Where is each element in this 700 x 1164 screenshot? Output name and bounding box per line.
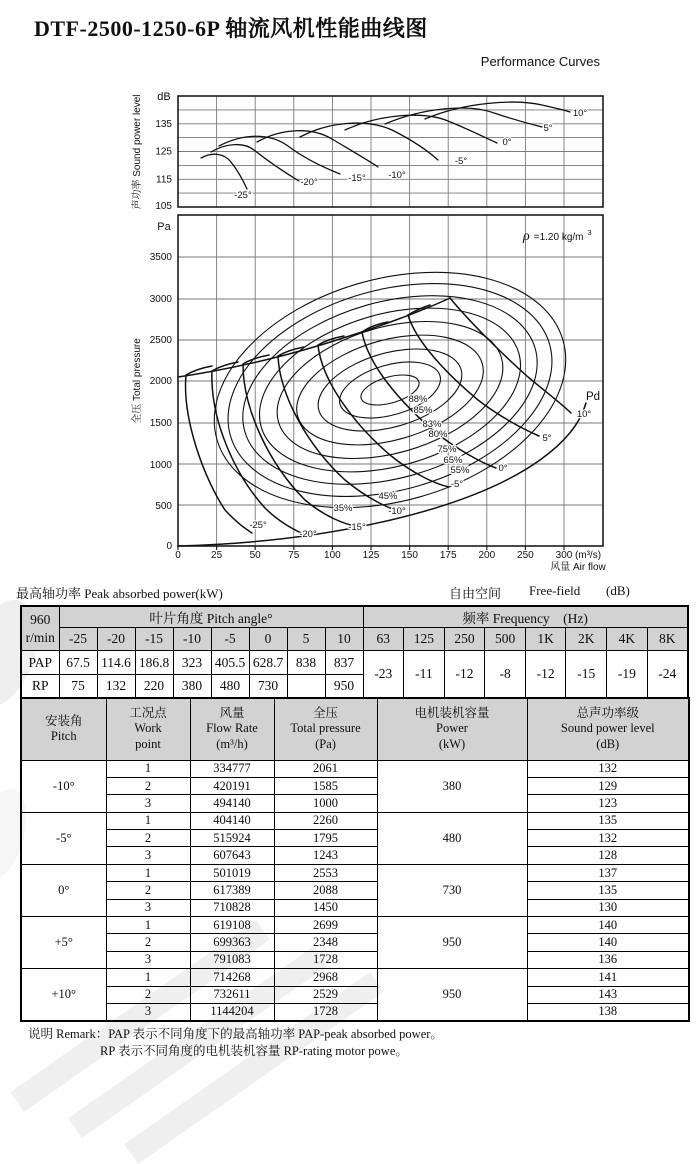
flow-rate-cell: 732611 (190, 986, 274, 1003)
freq-col: 250 (444, 628, 485, 651)
fan-curve-0 (362, 322, 496, 468)
table-header-row (21, 698, 689, 760)
column-header: 风量 Flow Rate (m³/h) (190, 698, 274, 760)
sound-level-cell: 135 (527, 882, 689, 899)
sound-level-cell: 141 (527, 969, 689, 986)
pitch-col: -5 (211, 628, 249, 651)
pitch-col: 10 (325, 628, 363, 651)
pa-tick-label: 3000 (149, 294, 172, 305)
work-point-cell: 2 (106, 986, 190, 1003)
speed-unit: r/min (25, 629, 55, 645)
flow-rate-cell: 334777 (190, 760, 274, 777)
rp-value: 950 (325, 675, 363, 698)
free-space-caption-cn: 自由空间 (449, 586, 502, 601)
freq-value: -12 (525, 651, 566, 698)
flow-rate-cell: 714268 (190, 969, 274, 986)
flow-tick-label: 250 (517, 550, 534, 561)
efficiency-label: 55% (450, 465, 470, 476)
sound-level-cell: 138 (527, 1003, 689, 1020)
db-tick-label: 105 (155, 201, 172, 213)
table-row (21, 986, 689, 1003)
pitch-angle-label: -15° (348, 522, 366, 533)
flow-unit-label: (m³/s) (574, 550, 602, 561)
pitch-col: 5 (287, 628, 325, 651)
rp-value (287, 675, 325, 698)
operating-points-table (20, 697, 690, 1022)
pressure-cell: 2529 (274, 986, 377, 1003)
power-cell: 380 (377, 760, 527, 812)
table-row (21, 917, 689, 934)
speed-cell (21, 606, 59, 651)
work-point-cell: 1 (106, 812, 190, 829)
sound-level-cell: 136 (527, 951, 689, 968)
table-row (21, 847, 689, 864)
peak-power-table (20, 605, 689, 699)
power-cell: 480 (377, 812, 527, 864)
table-row (21, 969, 689, 986)
pitch-col: 0 (249, 628, 287, 651)
efficiency-label: 85% (413, 405, 433, 416)
flow-tick-label: 0 (175, 550, 181, 561)
sound-curve--25 (201, 154, 247, 189)
density-exponent: 3 (587, 228, 592, 237)
sound-curve-label: 10° (572, 108, 588, 119)
flow-tick-label: 300 (555, 550, 573, 561)
freq-col: 8K (647, 628, 688, 651)
density-annotation (522, 227, 592, 244)
pap-value: 837 (325, 651, 363, 675)
density-value: =1.20 kg/m (533, 232, 584, 243)
pap-value: 405.5 (211, 651, 249, 675)
pap-value: 186.8 (135, 651, 173, 675)
rho-symbol: ρ (523, 229, 530, 244)
pitch-cell: +10° (21, 969, 106, 1021)
sound-axis-label: 声功率 Sound power level (132, 94, 143, 210)
flow-rate-cell: 501019 (190, 864, 274, 881)
power-cell: 730 (377, 864, 527, 916)
rp-value: 730 (249, 675, 287, 698)
column-header: 工况点 Work point (106, 698, 190, 760)
speed-value: 960 (30, 611, 51, 627)
table-row (21, 864, 689, 881)
sound-curve--10 (257, 131, 378, 167)
pap-value: 323 (173, 651, 211, 675)
sound-curve-label: 5° (543, 123, 553, 134)
sound-curve-10 (425, 102, 570, 119)
pa-tick-label: 2500 (149, 335, 172, 346)
freq-value: -24 (647, 651, 688, 698)
sound-curve-label: 0° (502, 137, 512, 148)
pitch-angle-label: -10° (388, 506, 406, 517)
pressure-axis-label: 全压 Total pressure (132, 338, 143, 424)
db-tick-label: 135 (155, 119, 172, 130)
pitch-angle-label: -20° (299, 529, 317, 540)
pitch-col: -25 (59, 628, 97, 651)
pa-tick-label: 1000 (149, 460, 172, 471)
db-tick-label: 125 (155, 146, 172, 158)
efficiency-contour (333, 352, 447, 429)
pd-label: Pd (585, 391, 601, 403)
freq-value: -15 (566, 651, 607, 698)
fan-curve-10 (450, 298, 571, 413)
pitch-cell: -5° (21, 812, 106, 864)
sound-power-curves (201, 102, 570, 189)
pressure-cell: 2968 (274, 969, 377, 986)
efficiency-contour (203, 248, 577, 532)
power-cell: 950 (377, 917, 527, 969)
efficiency-label: 88% (408, 394, 428, 405)
free-field-caption-en: Free-field (529, 583, 581, 598)
flow-tick-label: 200 (478, 550, 496, 561)
flow-tick-label: 25 (211, 550, 223, 561)
freq-value: -11 (404, 651, 445, 698)
efficiency-label: 83% (422, 419, 442, 430)
flow-rate-cell: 404140 (190, 812, 274, 829)
pap-value: 628.7 (249, 651, 287, 675)
pitch-angle-label: -5° (450, 479, 464, 490)
frequency-header: 频率 Frequency (Hz) (363, 606, 688, 628)
pap-label: PAP (21, 651, 59, 675)
sound-level-cell: 135 (527, 812, 689, 829)
rp-value: 220 (135, 675, 173, 698)
table-row (21, 1003, 689, 1020)
flow-tick-label: 175 (439, 550, 457, 561)
flow-rate-cell: 420191 (190, 777, 274, 794)
flow-axis-label: 风量 Air flow (550, 562, 606, 573)
freq-value: -23 (363, 651, 404, 698)
table-row (21, 899, 689, 916)
pressure-cell: 1000 (274, 795, 377, 812)
sound-level-cell: 140 (527, 917, 689, 934)
pitch-cell: 0° (21, 864, 106, 916)
sound-curve-label: -15° (348, 173, 366, 184)
work-point-cell: 3 (106, 795, 190, 812)
sound-level-cell: 143 (527, 986, 689, 1003)
page-title: DTF-2500-1250-6P 轴流风机性能曲线图 (34, 16, 428, 41)
fan-curve--10 (278, 347, 399, 511)
work-point-cell: 1 (106, 969, 190, 986)
pitch-cell: +5° (21, 917, 106, 969)
work-point-cell: 3 (106, 847, 190, 864)
sound-curve-label: -5° (454, 156, 468, 167)
sound-curve-0 (345, 115, 497, 143)
sound-level-cell: 123 (527, 795, 689, 812)
flow-rate-cell: 699363 (190, 934, 274, 951)
work-point-cell: 1 (106, 864, 190, 881)
freq-value: -8 (485, 651, 526, 698)
sound-curve--5 (300, 123, 438, 160)
pressure-cell: 1728 (274, 951, 377, 968)
pitch-angle-label: 0° (498, 463, 508, 474)
pa-tick-label: 500 (155, 501, 172, 512)
freq-col: 4K (607, 628, 648, 651)
free-field-unit: (dB) (606, 583, 630, 598)
performance-charts (0, 0, 700, 580)
subtitle: Performance Curves (480, 54, 600, 69)
efficiency-label: 35% (333, 503, 353, 514)
column-header: 全压 Total pressure (Pa) (274, 698, 377, 760)
rp-label: RP (21, 675, 59, 698)
freq-value: -12 (444, 651, 485, 698)
work-point-cell: 3 (106, 899, 190, 916)
efficiency-label: 65% (443, 455, 463, 466)
efficiency-label: 45% (378, 491, 398, 502)
sound-level-cell: 128 (527, 847, 689, 864)
pressure-cell: 1243 (274, 847, 377, 864)
freq-col: 63 (363, 628, 404, 651)
table-row (21, 934, 689, 951)
remark-line-1: 说明 Remark：PAP 表示不同角度下的最高轴功率 PAP-peak absorbed power。 (28, 1027, 443, 1041)
efficiency-contour (284, 315, 496, 464)
flow-tick-label: 125 (362, 550, 380, 561)
work-point-cell: 2 (106, 830, 190, 847)
pressure-cell: 1450 (274, 899, 377, 916)
pressure-cell: 2699 (274, 917, 377, 934)
rp-value: 380 (173, 675, 211, 698)
freq-value: -19 (607, 651, 648, 698)
pa-tick-label: 2000 (149, 376, 172, 387)
remark-line-2: RP 表示不同角度的电机装机容量 RP-rating motor powe。 (100, 1044, 408, 1058)
table-row (21, 812, 689, 829)
sound-level-cell: 132 (527, 760, 689, 777)
efficiency-label: 75% (437, 444, 457, 455)
column-header: 电机装机容量 Power (kW) (377, 698, 527, 760)
pressure-cell: 2088 (274, 882, 377, 899)
table-row (21, 830, 689, 847)
pressure-cell: 2061 (274, 760, 377, 777)
sound-curve-label: -25° (234, 190, 252, 201)
pitch-cell: -10° (21, 760, 106, 812)
freq-col: 2K (566, 628, 607, 651)
table-row (21, 760, 689, 777)
pressure-cell: 2348 (274, 934, 377, 951)
db-unit-label: dB (157, 91, 171, 103)
pitch-angle-label: -25° (249, 520, 267, 531)
flow-rate-cell: 619108 (190, 917, 274, 934)
table-row (21, 951, 689, 968)
pap-value: 67.5 (59, 651, 97, 675)
sound-level-cell: 137 (527, 864, 689, 881)
rp-value: 75 (59, 675, 97, 698)
column-header: 安装角 Pitch (21, 698, 106, 760)
pa-tick-label: 1500 (149, 418, 172, 429)
efficiency-label: 80% (428, 429, 448, 440)
pressure-cell: 1795 (274, 830, 377, 847)
sound-level-cell: 132 (527, 830, 689, 847)
pitch-col: -10 (173, 628, 211, 651)
pa-unit-label: Pa (157, 221, 171, 233)
work-point-cell: 2 (106, 777, 190, 794)
freq-col: 1K (525, 628, 566, 651)
flow-rate-cell: 791083 (190, 951, 274, 968)
flow-rate-cell: 607643 (190, 847, 274, 864)
pitch-angle-label: 5° (542, 433, 552, 444)
pressure-cell: 1585 (274, 777, 377, 794)
sound-curve-label: -10° (388, 170, 406, 181)
flow-rate-cell: 515924 (190, 830, 274, 847)
power-cell: 950 (377, 969, 527, 1021)
flow-tick-label: 75 (288, 550, 300, 561)
fan-curve--25 (186, 366, 252, 533)
pressure-cell: 2553 (274, 864, 377, 881)
table-row (21, 777, 689, 794)
table-row (21, 882, 689, 899)
pitch-angle-header: 叶片角度 Pitch angle° (59, 606, 363, 628)
sound-level-cell: 129 (527, 777, 689, 794)
db-tick-label: 115 (156, 174, 172, 186)
flow-rate-cell: 710828 (190, 899, 274, 916)
pitch-angle-label: 10° (576, 409, 592, 420)
sound-level-cell: 140 (527, 934, 689, 951)
pa-tick-label: 0 (166, 541, 172, 552)
flow-rate-cell: 1144204 (190, 1003, 274, 1020)
column-header: 总声功率级 Sound power level (dB) (527, 698, 689, 760)
pa-tick-label: 3500 (149, 252, 172, 263)
fan-curve--20 (212, 362, 303, 534)
work-point-cell: 3 (106, 1003, 190, 1020)
work-point-cell: 1 (106, 917, 190, 934)
table-row (21, 795, 689, 812)
pitch-col: -20 (97, 628, 135, 651)
pressure-cell: 2260 (274, 812, 377, 829)
sound-level-cell: 130 (527, 899, 689, 916)
pap-value: 838 (287, 651, 325, 675)
flow-tick-label: 50 (249, 550, 261, 561)
flow-rate-cell: 617389 (190, 882, 274, 899)
freq-col: 500 (485, 628, 526, 651)
pap-value: 114.6 (97, 651, 135, 675)
sound-curve-label: -20° (300, 177, 318, 188)
flow-tick-label: 150 (401, 550, 418, 561)
work-point-cell: 1 (106, 760, 190, 777)
freq-col: 125 (404, 628, 445, 651)
flow-tick-label: 100 (324, 550, 341, 561)
pressure-cell: 1728 (274, 1003, 377, 1020)
rp-value: 480 (211, 675, 249, 698)
work-point-cell: 2 (106, 934, 190, 951)
pressure-curves (178, 298, 586, 546)
peak-power-caption: 最高轴功率 Peak absorbed power(kW) (16, 586, 223, 601)
flow-rate-cell: 494140 (190, 795, 274, 812)
work-point-cell: 2 (106, 882, 190, 899)
rp-value: 132 (97, 675, 135, 698)
pitch-col: -15 (135, 628, 173, 651)
work-point-cell: 3 (106, 951, 190, 968)
